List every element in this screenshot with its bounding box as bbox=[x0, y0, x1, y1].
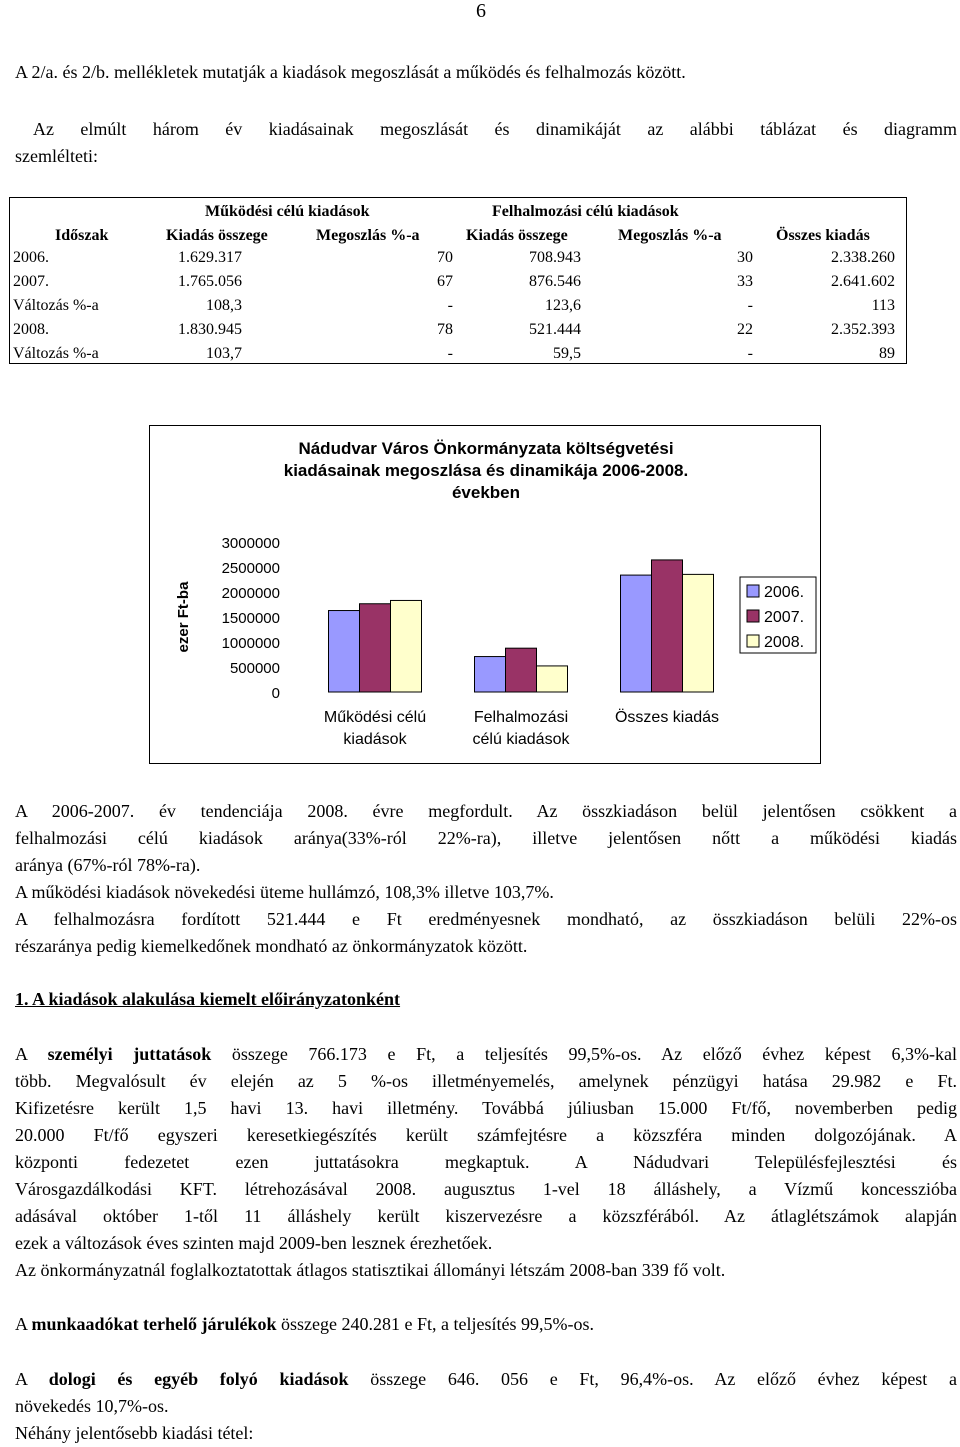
cell-period: 2007. bbox=[13, 273, 49, 290]
col-header-period: Időszak bbox=[55, 227, 109, 244]
personnel-line1-rest: összege 766.173 e Ft, a teljesítés 99,5%-os. Az előző évhez képest 6,3%-kal bbox=[211, 1044, 957, 1064]
personnel-line: Az önkormányzatnál foglalkoztatottak átlagos statisztikai állományi létszám 2008-ban 339 fő volt. bbox=[15, 1260, 726, 1280]
personnel-line: ezek a változások éves szinten majd 2009-ben lesznek érezhetőek. bbox=[15, 1233, 493, 1253]
contributions-rest: összege 240.281 e Ft, a teljesítés 99,5%-os. bbox=[276, 1314, 594, 1334]
bar-2008 bbox=[683, 574, 714, 692]
cell-total: 2.352.393 bbox=[831, 321, 895, 338]
cell-op-amount: 1.830.945 bbox=[178, 321, 242, 338]
analysis-line: A 2006-2007. év tendenciája 2008. évre megfordult. Az összkiadáson belül jelentősen csökkent a bbox=[15, 801, 957, 821]
cell-acc-amount: 876.546 bbox=[529, 273, 581, 290]
col-header-total: Összes kiadás bbox=[776, 227, 870, 244]
x-category-label: Működési célú bbox=[323, 709, 427, 726]
chart-title-line: Nádudvar Város Önkormányzata költségvetési bbox=[298, 439, 674, 458]
personnel-line: több. Megvalósult év elején az 5 %-os illetményemelés, amelynek pénzügyi hatása 29.982 e Ft. bbox=[15, 1071, 957, 1091]
analysis-paragraph bbox=[15, 798, 957, 960]
y-tick-label: 3000000 bbox=[221, 535, 280, 552]
contributions-lead: A bbox=[15, 1314, 32, 1334]
bar-2008 bbox=[537, 666, 568, 692]
chart-title-line: években bbox=[451, 483, 521, 502]
analysis-line: A működési kiadások növekedési üteme hullámzó, 108,3% illetve 103,7%. bbox=[15, 882, 554, 902]
x-category-label: kiadások bbox=[343, 731, 407, 748]
cell-op-amount: 1.629.317 bbox=[178, 249, 242, 266]
personnel-keyword: személyi juttatások bbox=[47, 1044, 212, 1064]
bar-2006 bbox=[329, 611, 360, 692]
material-line: növekedés 10,7%-os. bbox=[15, 1396, 169, 1416]
bar-2007 bbox=[652, 560, 683, 692]
cell-total: 113 bbox=[871, 297, 895, 314]
personnel-paragraph bbox=[15, 1041, 957, 1284]
cell-total: 89 bbox=[879, 345, 895, 362]
cell-total: 2.338.260 bbox=[831, 249, 895, 266]
cell-op-share: 78 bbox=[437, 321, 453, 338]
group-header-accumulation: Felhalmozási célú kiadások bbox=[492, 203, 679, 220]
y-axis-label: ezer Ft-ba bbox=[175, 581, 192, 653]
cell-op-share: - bbox=[447, 345, 453, 362]
contributions-line bbox=[15, 1314, 594, 1335]
bar-2006 bbox=[475, 657, 506, 692]
cell-acc-amount: 708.943 bbox=[529, 249, 581, 266]
section-heading: 1. A kiadások alakulása kiemelt előirányzatonként bbox=[15, 989, 401, 1009]
cell-op-share: 70 bbox=[437, 249, 453, 266]
y-tick-label: 500000 bbox=[229, 660, 280, 677]
cell-period: Változás %-a bbox=[13, 297, 99, 314]
material-keyword: dologi és egyéb folyó kiadások bbox=[48, 1369, 349, 1389]
personnel-lead: A bbox=[15, 1044, 48, 1064]
cell-acc-share: 22 bbox=[737, 321, 753, 338]
cell-acc-amount: 521.444 bbox=[529, 321, 581, 338]
bar-2006 bbox=[621, 575, 652, 692]
legend-label: 2006. bbox=[764, 584, 805, 601]
intro-paragraph-line: Az elmúlt három év kiadásainak megoszlását és dinamikáját az alábbi táblázat és diagramm bbox=[33, 119, 957, 139]
legend-label: 2007. bbox=[764, 609, 805, 626]
y-tick-label: 1500000 bbox=[221, 610, 280, 627]
intro-paragraph bbox=[15, 116, 957, 170]
col-header-op-share: Megoszlás %-a bbox=[316, 227, 420, 244]
y-tick-label: 2000000 bbox=[221, 585, 280, 602]
x-category-label: célú kiadások bbox=[472, 731, 570, 748]
legend-swatch bbox=[747, 635, 759, 647]
col-header-op-amount: Kiadás összege bbox=[166, 227, 268, 244]
cell-acc-share: 33 bbox=[737, 273, 753, 290]
material-paragraph bbox=[15, 1366, 957, 1447]
cell-op-amount: 108,3 bbox=[206, 297, 242, 314]
chart-plot bbox=[150, 426, 820, 762]
page-number: 6 bbox=[476, 0, 486, 22]
material-line bbox=[15, 1366, 957, 1393]
cell-period: 2008. bbox=[13, 321, 49, 338]
table-row bbox=[10, 321, 905, 345]
table-row bbox=[10, 345, 905, 369]
y-tick-label: 0 bbox=[271, 685, 280, 702]
bar-2008 bbox=[391, 600, 422, 692]
bar-2007 bbox=[506, 648, 537, 692]
personnel-line: Kifizetésre került 1,5 havi 13. havi illetmény. Továbbá júliusban 15.000 Ft/fő, novemberben pedig bbox=[15, 1098, 957, 1118]
y-tick-label: 1000000 bbox=[221, 635, 280, 652]
chart bbox=[149, 425, 821, 764]
legend-swatch bbox=[747, 585, 759, 597]
cell-acc-share: - bbox=[747, 297, 753, 314]
cell-period: 2006. bbox=[13, 249, 49, 266]
personnel-line: 20.000 Ft/fő egyszeri keresetkiegészítés került számfejtésre a közszféra minden dolgozójának. A bbox=[15, 1125, 957, 1145]
table-row bbox=[10, 273, 905, 297]
cell-op-share: 67 bbox=[437, 273, 453, 290]
table-row bbox=[10, 297, 905, 321]
chart-title-line: kiadásainak megoszlása és dinamikája 2006-2008. bbox=[283, 461, 689, 480]
material-line: Néhány jelentősebb kiadási tétel: bbox=[15, 1423, 254, 1443]
cell-acc-share: - bbox=[747, 345, 753, 362]
analysis-line: részaránya pedig kiemelkedőnek mondható az önkormányzatok között. bbox=[15, 936, 528, 956]
personnel-line: központi fedezetet ezen juttatásokra megkaptuk. A Nádudvari Településfejlesztési és bbox=[15, 1152, 957, 1172]
legend-label: 2008. bbox=[764, 634, 805, 651]
personnel-line: adásával október 1-től 11 álláshely került kiszervezésre a közszférából. Az átlaglétszámok alapján bbox=[15, 1206, 957, 1226]
cell-period: Változás %-a bbox=[13, 345, 99, 362]
material-lead: A bbox=[15, 1369, 49, 1389]
x-category-label: Felhalmozási bbox=[473, 709, 569, 726]
material-line1-rest: összege 646. 056 e Ft, 96,4%-os. Az előző évhez képest a bbox=[348, 1369, 957, 1389]
cell-total: 2.641.602 bbox=[831, 273, 895, 290]
cell-acc-amount: 123,6 bbox=[545, 297, 581, 314]
legend-swatch bbox=[747, 610, 759, 622]
cell-op-amount: 103,7 bbox=[206, 345, 242, 362]
expenditure-table bbox=[9, 197, 907, 364]
group-header-operational: Működési célú kiadások bbox=[205, 203, 370, 220]
bar-2007 bbox=[360, 604, 391, 692]
analysis-line: felhalmozási célú kiadások aránya(33%-ról 22%-ra), illetve jelentősen nőtt a működési kiadás bbox=[15, 828, 957, 848]
intro-paragraph-line: szemlélteti: bbox=[15, 146, 98, 166]
analysis-line: A felhalmozásra fordított 521.444 e Ft eredményesnek mondható, az összkiadáson belüli 22%-os bbox=[15, 909, 957, 929]
table-row bbox=[10, 249, 905, 273]
x-category-label: Összes kiadás bbox=[614, 709, 720, 726]
cell-acc-share: 30 bbox=[737, 249, 753, 266]
intro-line: A 2/a. és 2/b. mellékletek mutatják a kiadások megoszlását a működés és felhalmozás között. bbox=[15, 62, 686, 82]
y-tick-label: 2500000 bbox=[221, 560, 280, 577]
col-header-acc-share: Megoszlás %-a bbox=[618, 227, 722, 244]
personnel-line bbox=[15, 1041, 957, 1068]
personnel-line: Városgazdálkodási KFT. létrehozásával 2008. augusztus 1-vel 18 álláshely, a Vízmű koncesszióba bbox=[15, 1179, 957, 1199]
cell-op-amount: 1.765.056 bbox=[178, 273, 242, 290]
contributions-keyword: munkaadókat terhelő járulékok bbox=[31, 1314, 277, 1334]
col-header-acc-amount: Kiadás összege bbox=[466, 227, 568, 244]
analysis-line: aránya (67%-ról 78%-ra). bbox=[15, 855, 201, 875]
cell-op-share: - bbox=[447, 297, 453, 314]
cell-acc-amount: 59,5 bbox=[553, 345, 581, 362]
